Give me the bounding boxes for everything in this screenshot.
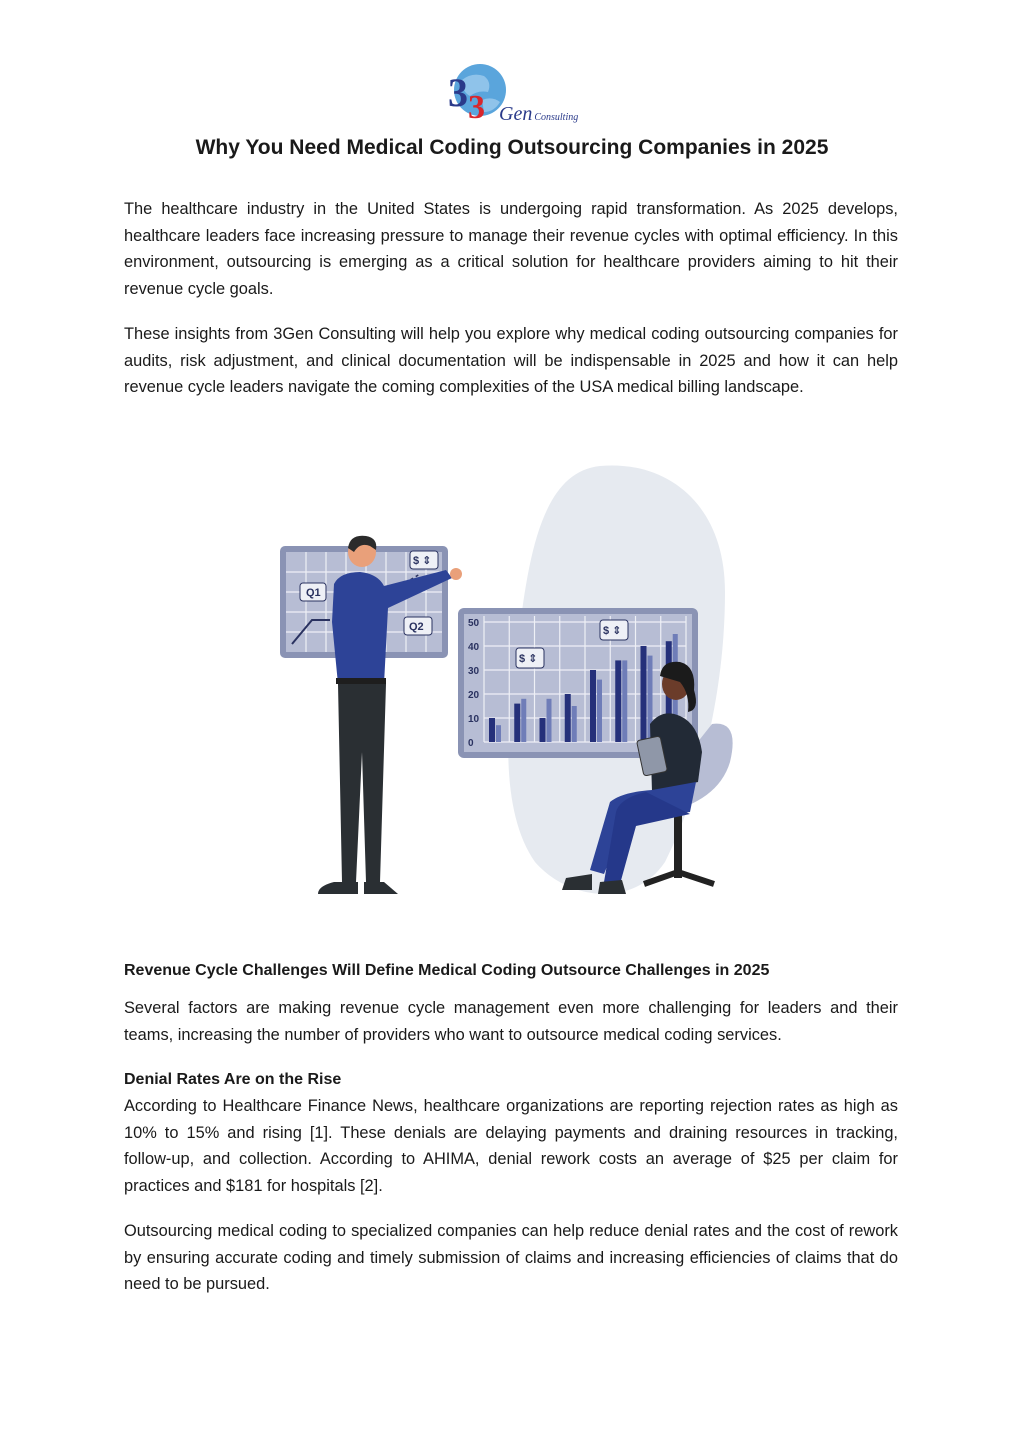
intro-paragraph-1: The healthcare industry in the United States is undergoing rapid transformation. As 2025 develops, healthcare leaders face increasing pressure to manage their revenue cycles with optimal efficiency. In this environment, outsourcing is emerging as a critical solution for healthcare providers aiming to hit their revenue cycle goals.	[124, 200, 898, 298]
y-tick-label: 30	[468, 666, 480, 677]
bar-light	[597, 680, 602, 742]
y-tick-label: 20	[468, 690, 480, 701]
bar-light	[622, 660, 627, 742]
y-tick-label: 50	[468, 618, 480, 629]
bar-dark	[565, 694, 571, 742]
q2-label: Q2	[409, 621, 424, 633]
section-paragraph: Several factors are making revenue cycle management even more challenging for leaders and their teams, increasing the number of providers who want to outsource medical coding services.	[124, 999, 898, 1044]
bar-light	[572, 706, 577, 742]
logo-wordmark	[499, 103, 578, 126]
denial-heading: Denial Rates Are on the Rise	[124, 1071, 342, 1088]
q1-label: Q1	[306, 587, 321, 599]
analytics-illustration	[270, 462, 760, 912]
dollar-badge-right-2: $ ⇕	[603, 625, 622, 637]
bar-dark	[489, 718, 495, 742]
dollar-badge-right-1: $ ⇕	[519, 653, 538, 665]
svg-text:3: 3	[448, 70, 468, 115]
logo-brand-word: Gen	[499, 103, 533, 125]
outsourcing-paragraph: Outsourcing medical coding to specialized companies can help reduce denial rates and the cost of rework by ensuring accurate coding and timely submission of claims and increasing efficiencies of claims that do need to be pursued.	[124, 1222, 898, 1293]
bar-dark	[540, 718, 546, 742]
denial-paragraph: According to Healthcare Finance News, healthcare organizations are reporting rejection rates as high as 10% to 15% and rising [1]. These denials are delaying payments and draining resources in tracking, follow-up, and collection. According to AHIMA, denial rework costs an average of $25 per claim for practices and $181 for hospitals [2].	[124, 1097, 898, 1195]
bar-dark	[615, 660, 621, 742]
bar-dark	[641, 646, 647, 742]
y-tick-label: 10	[468, 714, 480, 725]
y-tick-label: 0	[468, 738, 474, 749]
bar-dark	[590, 670, 596, 742]
intro-paragraph-2: These insights from 3Gen Consulting will help you explore why medical coding outsourcing companies for audits, risk adjustment, and clinical documentation will be indispensable in 2025 and how it can help revenue cycle leaders navigate the coming complexities of the USA medical billing landscape.	[124, 325, 898, 396]
page-title: Why You Need Medical Coding Outsourcing Companies in 2025	[195, 136, 829, 159]
section-heading: Revenue Cycle Challenges Will Define Medical Coding Outsource Challenges in 2025	[124, 962, 770, 979]
bar-dark	[514, 704, 520, 742]
bar-light	[521, 699, 526, 742]
bar-light	[496, 725, 501, 742]
bar-light	[547, 699, 552, 742]
people-analyzing-charts-illustration	[270, 462, 760, 912]
svg-text:3: 3	[468, 89, 485, 124]
logo-brand-suffix: Consulting	[534, 112, 579, 123]
y-tick-label: 40	[468, 642, 480, 653]
dollar-badge-left: $ ⇕	[413, 555, 432, 567]
